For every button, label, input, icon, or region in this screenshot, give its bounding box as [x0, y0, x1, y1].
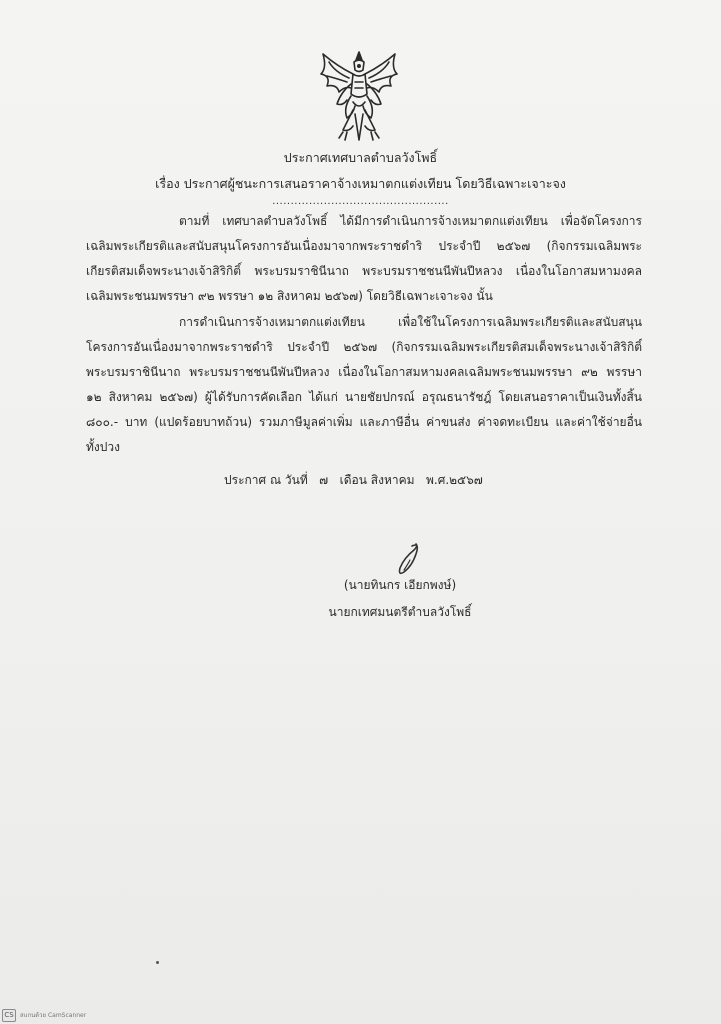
paragraph-line: ตามที่ เทศบาลตำบลวังโพธิ์ ได้มีการดำเนินการจ้างเหมาตกแต่งเทียน เพื่อจัดโครงการ	[179, 214, 642, 228]
subject-line: เรื่อง ประกาศผู้ชนะการเสนอราคาจ้างเหมาตกแต่งเทียน โดยวิธีเฉพาะเจาะจง	[155, 176, 566, 191]
announcement-date: ประกาศ ณ วันที่ ๗ เดือน สิงหาคม พ.ศ.๒๕๖๗	[224, 473, 483, 487]
scanner-text: สแกนด้วย CamScanner	[20, 1012, 87, 1019]
scan-speck	[156, 961, 159, 964]
handwritten-signature-icon	[392, 540, 426, 578]
paragraph-line: ทั้งปวง	[86, 440, 120, 454]
scanner-watermark	[2, 1008, 86, 1022]
paragraph-line: พระบรมราชินีนาถ พระบรมราชชนนีพันปีหลวง เนื่องในโอกาสมหามงคลเฉลิมพระชนมพรรษา ๙๒ พรรษา	[86, 365, 642, 379]
paragraph-line: เฉลิมพระเกียรติและสนับสนุนโครงการอันเนื่องมาจากพระราชดำริ ประจำปี ๒๕๖๗ (กิจกรรมเฉลิมพระ	[86, 239, 642, 253]
garuda-emblem-icon	[313, 48, 405, 144]
paragraph-line: โครงการอันเนื่องมาจากพระราชดำริ ประจำปี ๒๕๖๗ (กิจกรรมเฉลิมพระเกียรติสมเด็จพระนางเจ้าสิริกิติ์	[86, 340, 642, 354]
signatory-position: นายกเทศมนตรีตำบลวังโพธิ์	[328, 605, 472, 619]
paragraph-line: การดำเนินการจ้างเหมาตกแต่งเทียน เพื่อใช้ในโครงการเฉลิมพระเกียรติและสนับสนุน	[179, 315, 642, 329]
separator-dots: ................................................	[272, 196, 449, 207]
paragraph-1	[86, 209, 642, 309]
signatory-name: (นายทินกร เอียกพงษ์)	[343, 578, 457, 592]
paragraph-line: ๘๐๐.- บาท (แปดร้อยบาทถ้วน) รวมภาษีมูลค่าเพิ่ม และภาษีอื่น ค่าขนส่ง ค่าจดทะเบียน และค่าใช้จ่ายอื่น	[86, 415, 642, 429]
camscanner-icon: CS	[2, 1009, 16, 1022]
issuer-title: ประกาศเทศบาลตำบลวังโพธิ์	[283, 150, 438, 165]
paragraph-2	[86, 310, 642, 460]
paragraph-line: เฉลิมพระชนมพรรษา ๙๒ พรรษา ๑๒ สิงหาคม ๒๕๖๗) โดยวิธีเฉพาะเจาะจง นั้น	[86, 289, 493, 303]
paragraph-line: ๑๒ สิงหาคม ๒๕๖๗) ผู้ได้รับการคัดเลือก ได้แก่ นายชัยปกรณ์ อรุณธนารัชฎ์ โดยเสนอราคาเป็นเงินทั้งสิ้น	[86, 390, 642, 404]
paragraph-line: เกียรติสมเด็จพระนางเจ้าสิริกิติ์ พระบรมราชินีนาถ พระบรมราชชนนีพันปีหลวง เนื่องในโอกาสมหามงคล	[86, 264, 642, 278]
